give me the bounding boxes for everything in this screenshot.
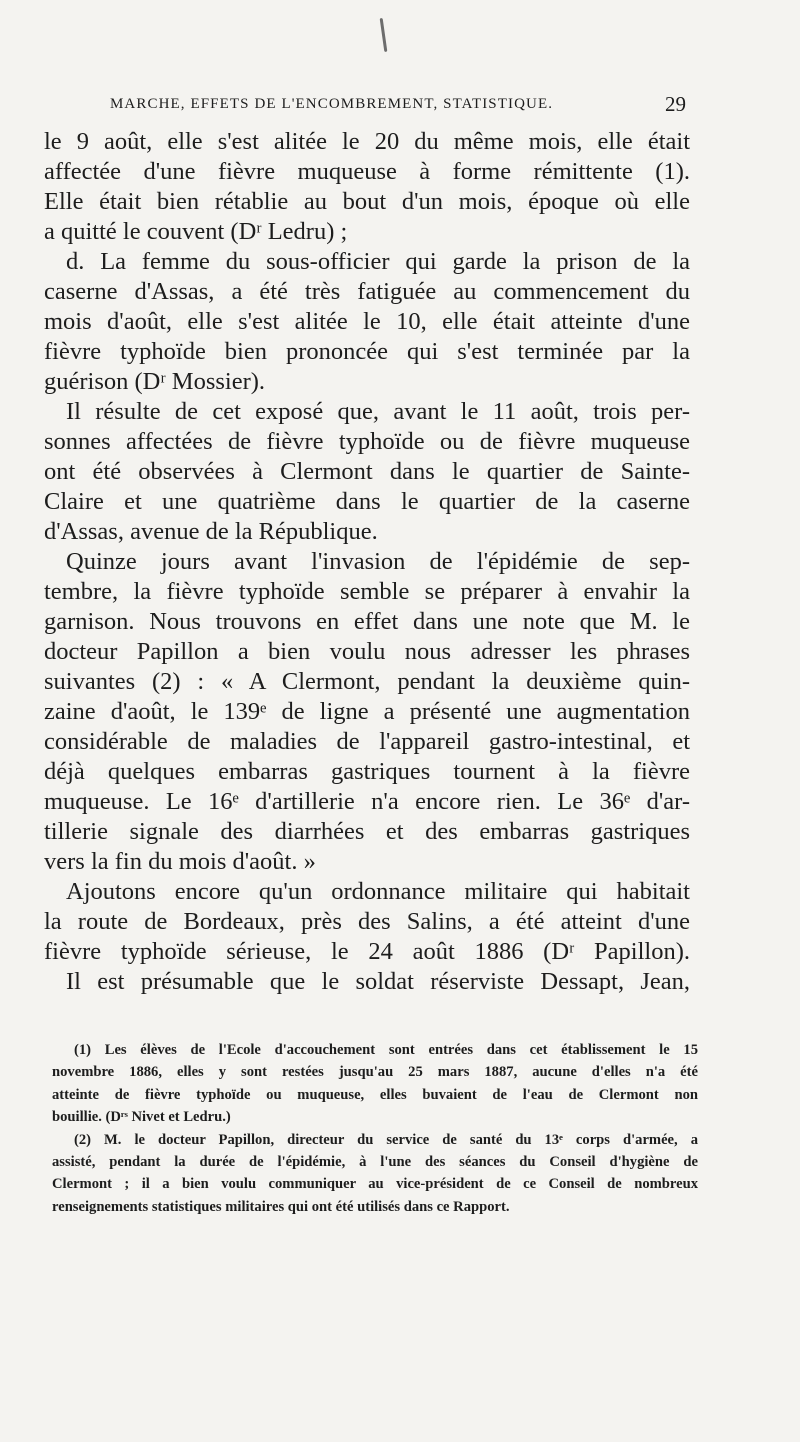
text-line: a quitté le couvent (Dʳ Ledru) ; (44, 218, 348, 245)
text-line: suivantes (2) : « A Clermont, pendant la deuxième quin- (44, 668, 690, 695)
text-line: Il résulte de cet exposé que, avant le 11 août, trois per- (66, 398, 690, 425)
footnote-line: novembre 1886, elles y sont restées jusqu'au 25 mars 1887, aucune d'elles n'a été (52, 1064, 698, 1081)
page-number: 29 (665, 92, 686, 116)
text-line: Quinze jours avant l'invasion de l'épidémie de sep- (66, 548, 690, 575)
text-line: vers la fin du mois d'août. » (44, 848, 316, 875)
text-line: considérable de maladies de l'appareil gastro-intestinal, et (44, 728, 690, 755)
text-line: sonnes affectées de fièvre typhoïde ou de fièvre muqueuse (44, 428, 690, 455)
text-line: docteur Papillon a bien voulu nous adresser les phrases (44, 638, 690, 665)
text-line: le 9 août, elle s'est alitée le 20 du même mois, elle était (44, 128, 690, 155)
running-header (110, 92, 686, 118)
text-line: tillerie signale des diarrhées et des embarras gastriques (44, 818, 690, 845)
text-line: tembre, la fièvre typhoïde semble se préparer à envahir la (44, 578, 690, 605)
footnote-line: assisté, pendant la durée de l'épidémie, à l'une des séances du Conseil d'hygiène de (52, 1153, 698, 1170)
text-line: affectée d'une fièvre muqueuse à forme rémittente (1). (44, 158, 690, 185)
text-line: garnison. Nous trouvons en effet dans une note que M. le (44, 608, 690, 635)
text-line: fièvre typhoïde sérieuse, le 24 août 1886 (Dʳ Papillon). (44, 938, 690, 965)
footnote-line: atteinte de fièvre typhoïde ou muqueuse, elles buvaient de l'eau de Clermont non (52, 1086, 698, 1103)
text-line: déjà quelques embarras gastriques tournent à la fièvre (44, 758, 690, 785)
text-line: fièvre typhoïde bien prononcée qui s'est terminée par la (44, 338, 690, 365)
text-line: d'Assas, avenue de la République. (44, 518, 378, 545)
footnote-line: bouillie. (Dʳˢ Nivet et Ledru.) (52, 1109, 231, 1126)
footnote-line: Clermont ; il a bien voulu communiquer au vice-président de ce Conseil de nombreux (52, 1176, 698, 1193)
text-line: guérison (Dʳ Mossier). (44, 368, 266, 395)
text-line: Il est présumable que le soldat réserviste Dessapt, Jean, (66, 968, 690, 995)
text-line: Claire et une quatrième dans le quartier de la caserne (44, 488, 690, 515)
main-text (44, 127, 690, 997)
text-line: caserne d'Assas, a été très fatiguée au commencement du (44, 278, 690, 305)
footnotes (52, 1039, 698, 1218)
ink-mark (380, 18, 388, 52)
text-line: Elle était bien rétablie au bout d'un mois, époque où elle (44, 188, 690, 215)
text-line: muqueuse. Le 16ᵉ d'artillerie n'a encore rien. Le 36ᵉ d'ar- (44, 788, 690, 815)
footnote-line: (2) M. le docteur Papillon, directeur du service de santé du 13ᵉ corps d'armée, a (74, 1131, 698, 1148)
text-line: Ajoutons encore qu'un ordonnance militaire qui habitait (66, 878, 690, 905)
text-line: la route de Bordeaux, près des Salins, a été atteint d'une (44, 908, 690, 935)
footnote-line: (1) Les élèves de l'Ecole d'accouchement sont entrées dans cet établissement le 15 (74, 1042, 698, 1058)
text-line: ont été observées à Clermont dans le quartier de Sainte- (44, 458, 690, 485)
footnote-line: renseignements statistiques militaires qui ont été utilisés dans ce Rapport. (52, 1198, 510, 1215)
text-line: zaine d'août, le 139ᵉ de ligne a présenté une augmentation (44, 698, 690, 725)
running-title: MARCHE, EFFETS DE L'ENCOMBREMENT, STATISTIQUE. (110, 96, 554, 112)
text-line: d. La femme du sous-officier qui garde la prison de la (66, 248, 690, 275)
text-line: mois d'août, elle s'est alitée le 10, elle était atteinte d'une (44, 308, 690, 335)
